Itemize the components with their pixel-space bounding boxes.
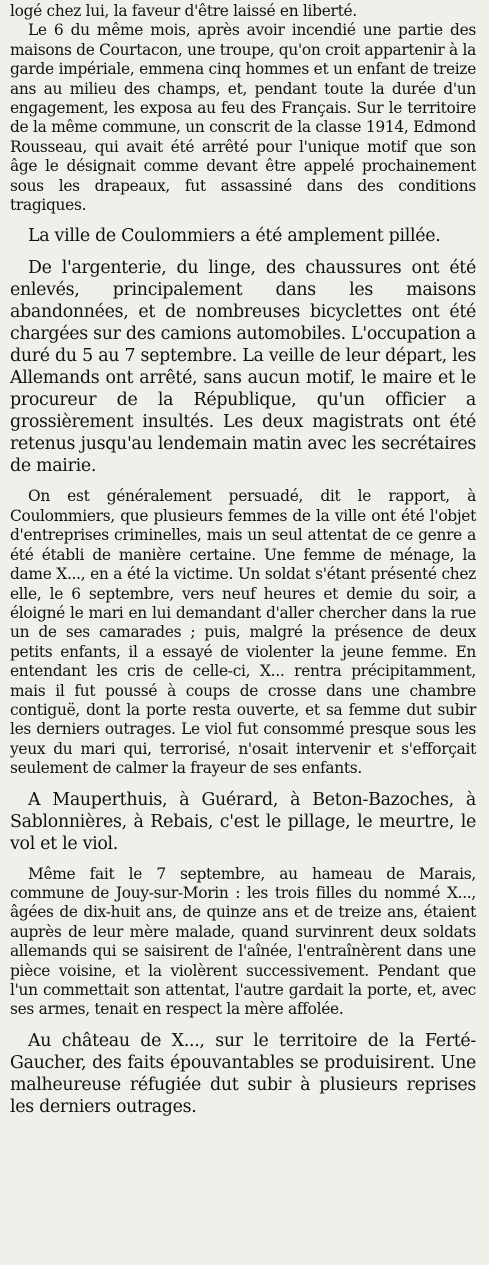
article-column — [10, 2, 476, 1118]
paragraph-continuation: logé chez lui, la faveur d'être laissé en liberté. — [10, 2, 357, 20]
paragraph-courtacon: Le 6 du même mois, après avoir incendié une partie des maisons de Courtacon, une troupe, qu'on croit appartenir à la garde impériale, emmena cinq hommes et un enfant de treize ans au milieu des champs, et, pendant toute la durée d'un engagement, les exposa au feu des Français. Sur le territoire de la même commune, un conscrit de la classe 1914, Edmond Rousseau, qui avait été arrêté pour l'unique motif que son âge le désignait comme devant être appelé prochainement sous les drapeaux, fut assassiné dans des conditions tragiques. — [10, 21, 476, 215]
paragraph-coulommiers-pillage: La ville de Coulommiers a été amplement pillée. — [28, 226, 441, 247]
paragraph-mauperthuis: A Mauperthuis, à Guérard, à Beton-Bazoches, à Sablonnières, à Rebais, c'est le pillage, le meurtre, le vol et le viol. — [10, 789, 476, 854]
paragraph-occupation: De l'argenterie, du linge, des chaussures ont été enlevés, principalement dans les maisons abandonnées, et de nombreuses bicyclettes ont été chargées sur des camions automobiles. L'occupation a duré du 5 au 7 septembre. La veille de leur départ, les Allemands ont arrêté, sans aucun motif, le maire et le procureur de la République, qu'un officier a grossièrement insultés. Les deux magistrats ont été retenus jusqu'au lendemain matin avec les secrétaires de mairie. — [10, 258, 476, 477]
paragraph-chateau: Au château de X..., sur le territoire de la Ferté-Gaucher, des faits épouvantables se produisirent. Une malheureuse réfugiée dut subir à plusieurs reprises les derniers outrages. — [10, 1030, 476, 1117]
paragraph-rapport: On est généralement persuadé, dit le rapport, à Coulommiers, que plusieurs femmes de la ville ont été l'objet d'entreprises criminelles, mais un seul attentat de ce genre a été établi de manière certaine. Une femme de ménage, la dame X..., en a été la victime. Un soldat s'étant présenté chez elle, le 6 septembre, vers neuf heures et demie du soir, a éloigné le mari en lui demandant d'aller chercher dans la rue un de ses camarades ; puis, malgré la présence de deux petits enfants, il a essayé de violenter la jeune femme. En entendant les cris de celle-ci, X... rentra précipitamment, mais il fut poussé à coups de crosse dans une chambre contiguë, dont la porte resta ouverte, et sa femme dut subir les derniers outrages. Le viol fut consommé presque sous les yeux du mari qui, terrorisé, n'osait intervenir et s'efforçait seulement de calmer la frayeur de ses enfants. — [10, 487, 476, 778]
paragraph-marais: Même fait le 7 septembre, au hameau de Marais, commune de Jouy-sur-Morin : les trois filles du nommé X..., âgées de dix-huit ans, de quinze ans et de treize ans, étaient auprès de leur mère malade, quand survinrent deux soldats allemands qui se saisirent de l'aînée, l'entraînèrent dans une pièce voisine, et la violèrent successivement. Pendant que l'un commettait son attentat, l'autre gardait la porte, et, avec ses armes, tenait en respect la mère affolée. — [10, 864, 476, 1019]
